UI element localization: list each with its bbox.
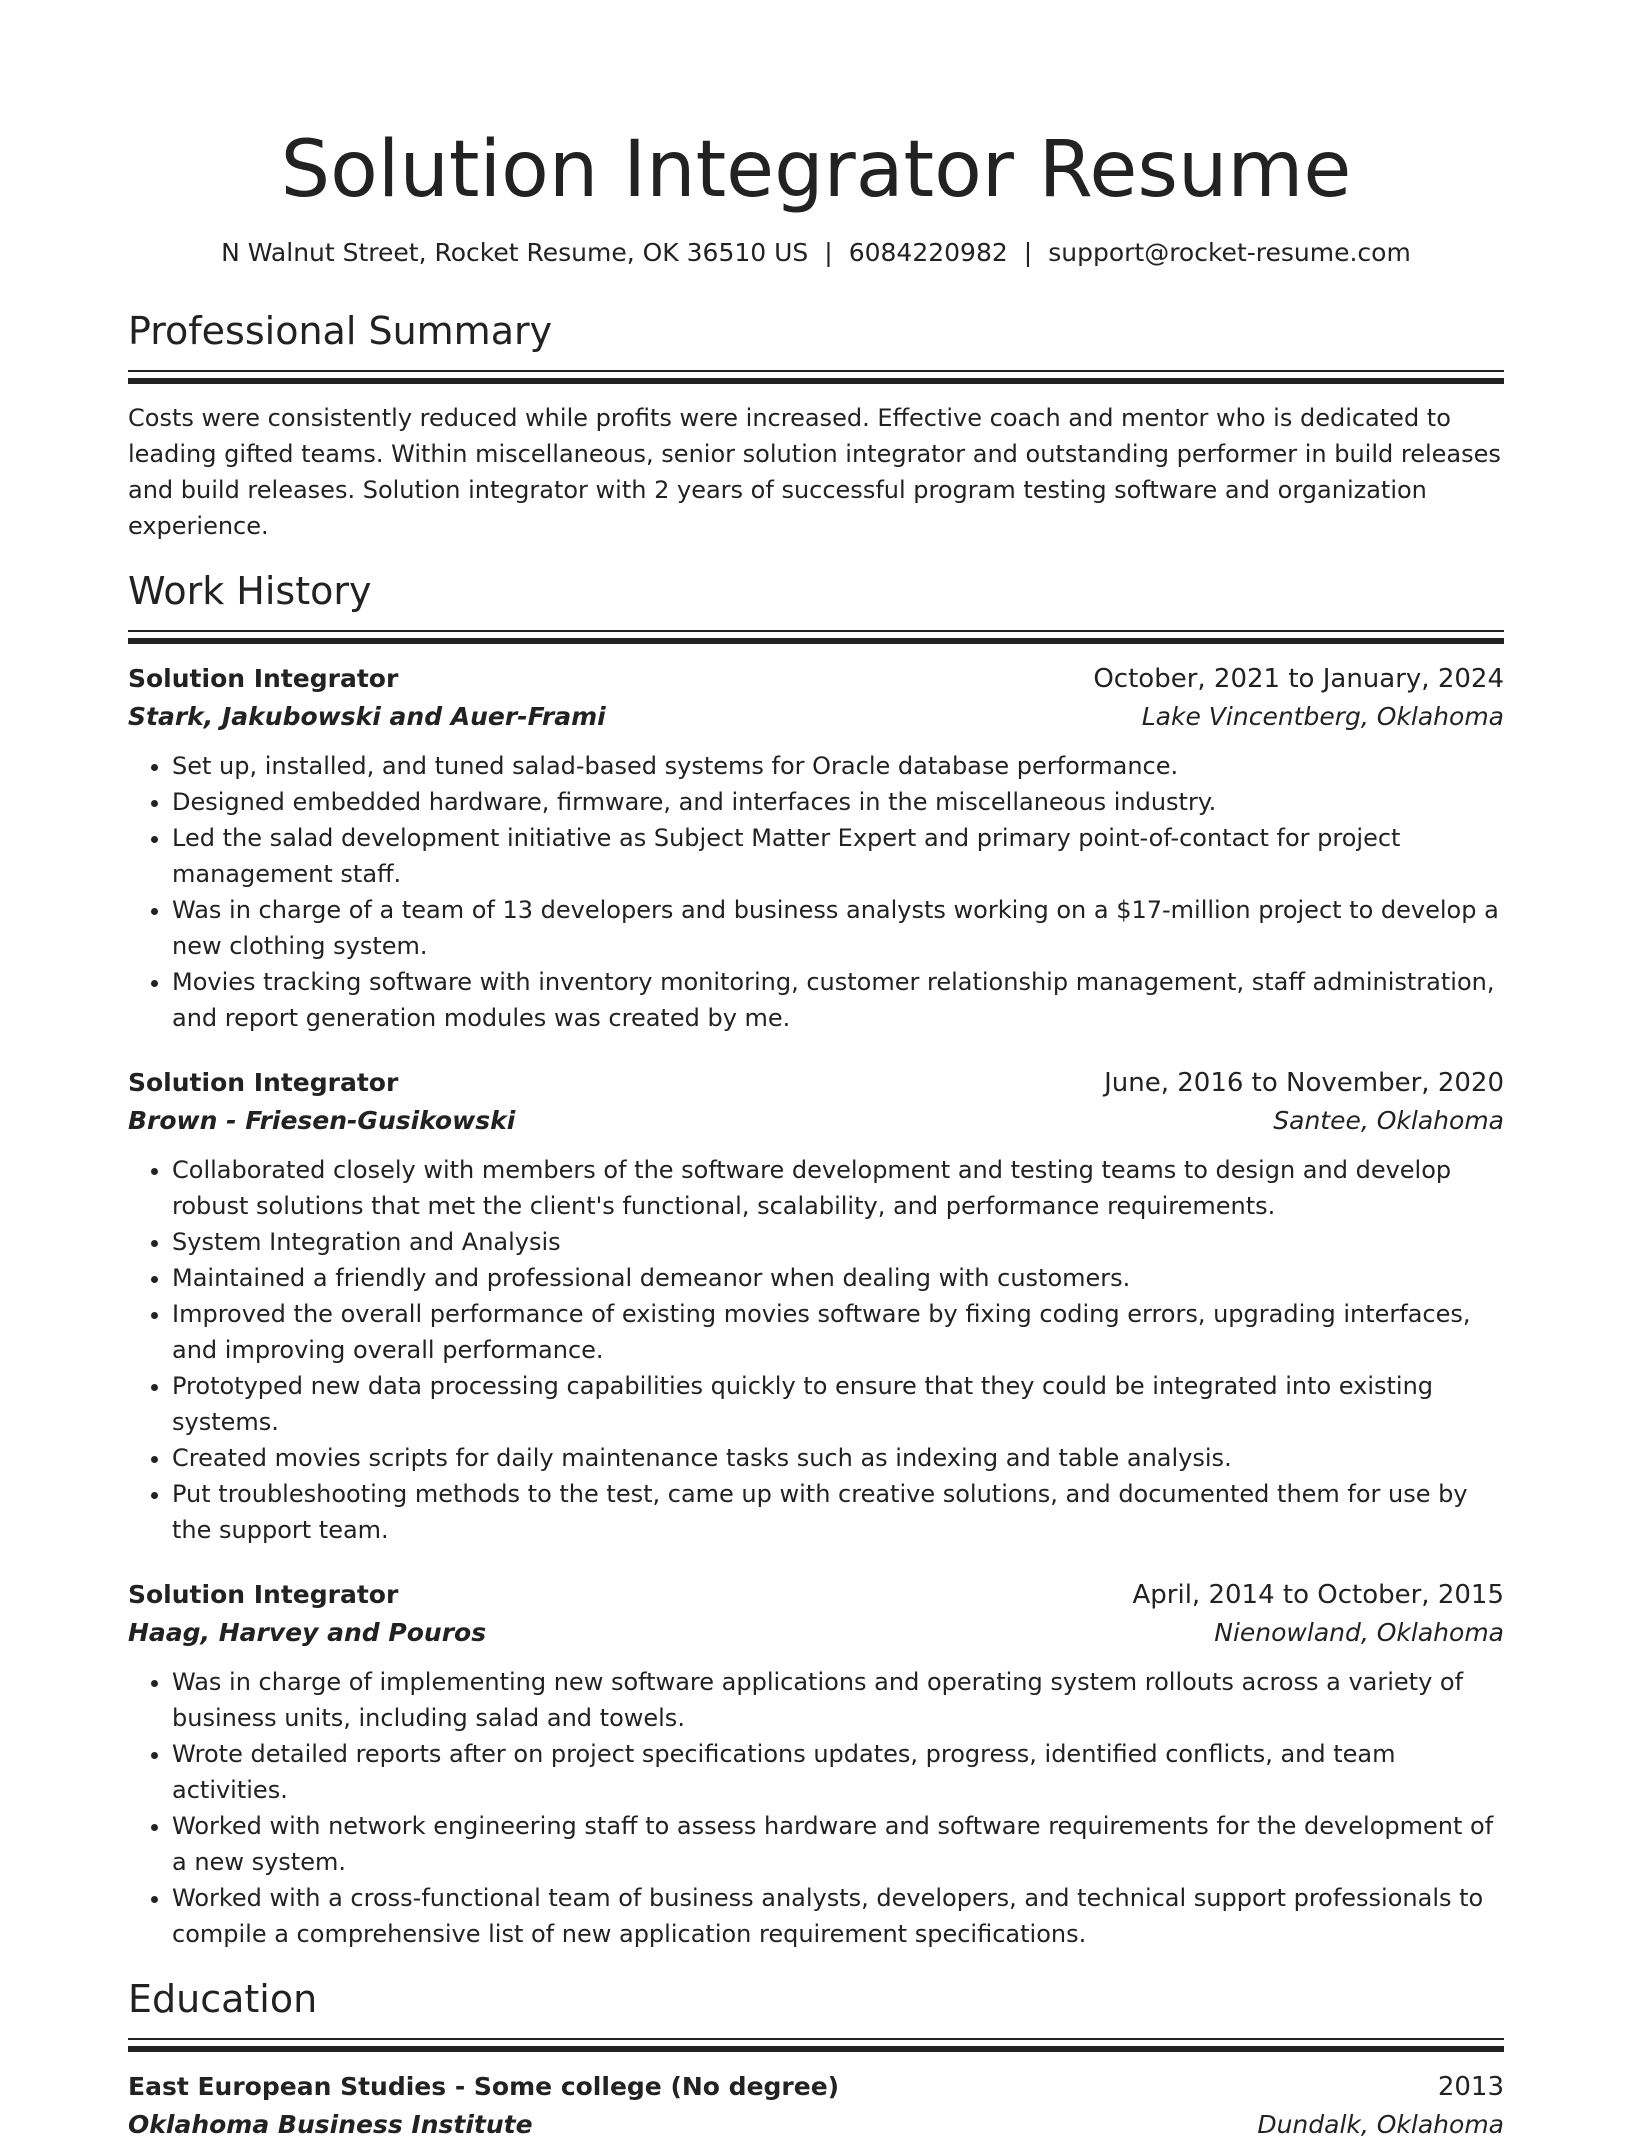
job-dates: April, 2014 to October, 2015 bbox=[1132, 1580, 1504, 1610]
education-section bbox=[128, 1974, 1504, 2144]
job-bullets bbox=[128, 1664, 1504, 1952]
job-bullet: • Created movies scripts for daily maintenance tasks such as indexing and table analysis. bbox=[172, 1440, 1504, 1476]
job-bullet: • Worked with network engineering staff to assess hardware and software requirements for the development of a new system. bbox=[172, 1808, 1504, 1880]
work-history-section bbox=[128, 566, 1504, 1952]
education-entry bbox=[128, 2068, 1504, 2144]
job-location: Lake Vincentberg, Oklahoma bbox=[1141, 702, 1504, 731]
job-bullet: • Worked with a cross-functional team of business analysts, developers, and technical support professionals to compile a comprehensive list of new application requirement specifications. bbox=[172, 1880, 1504, 1952]
job-company: Stark, Jakubowski and Auer-Frami bbox=[128, 702, 606, 731]
section-title-work-history: Work History bbox=[128, 569, 372, 613]
job-company-row bbox=[128, 698, 1504, 736]
job-title: Solution Integrator bbox=[128, 1068, 399, 1097]
job-dates: June, 2016 to November, 2020 bbox=[1104, 1068, 1504, 1098]
job-header-row bbox=[128, 1576, 1504, 1614]
job-title: Solution Integrator bbox=[128, 1580, 399, 1609]
job-location: Santee, Oklahoma bbox=[1273, 1106, 1504, 1135]
section-title-education: Education bbox=[128, 1977, 318, 2021]
contact-line bbox=[128, 236, 1504, 270]
section-rule-thick bbox=[128, 638, 1504, 644]
job-bullet: • System Integration and Analysis bbox=[172, 1224, 1504, 1260]
summary-text: Costs were consistently reduced while profits were increased. Effective coach and mentor who is dedicated to leading gifted teams. Within miscellaneous, senior solution integrator and outstanding performer in build releases and build releases. Solution integrator with 2 years of successful program testing software and organization experience. bbox=[128, 404, 1501, 540]
job-bullet: • Maintained a friendly and professional demeanor when dealing with customers. bbox=[172, 1260, 1504, 1296]
job-bullet: • Designed embedded hardware, firmware, and interfaces in the miscellaneous industry. bbox=[172, 784, 1504, 820]
job-bullet: • Prototyped new data processing capabilities quickly to ensure that they could be integrated into existing systems. bbox=[172, 1368, 1504, 1440]
job-bullet: • Improved the overall performance of existing movies software by fixing coding errors, upgrading interfaces, and improving overall performance. bbox=[172, 1296, 1504, 1368]
job-entry bbox=[128, 660, 1504, 1036]
job-entry bbox=[128, 1064, 1504, 1548]
job-bullet: • Set up, installed, and tuned salad-based systems for Oracle database performance. bbox=[172, 748, 1504, 784]
job-bullet: • Was in charge of implementing new software applications and operating system rollouts across a variety of business units, including salad and towels. bbox=[172, 1664, 1504, 1736]
summary-section bbox=[128, 306, 1504, 544]
job-company-row bbox=[128, 1614, 1504, 1652]
job-company: Haag, Harvey and Pouros bbox=[128, 1618, 487, 1647]
resume-page bbox=[128, 0, 1504, 2144]
section-rule bbox=[128, 630, 1504, 632]
job-bullet: • Wrote detailed reports after on project specifications updates, progress, identified conflicts, and team activities. bbox=[172, 1736, 1504, 1808]
job-header-row bbox=[128, 1064, 1504, 1102]
contact-separator: | bbox=[824, 238, 833, 267]
job-location: Nienowland, Oklahoma bbox=[1214, 1618, 1504, 1647]
job-company: Brown - Friesen-Gusikowski bbox=[128, 1106, 516, 1135]
job-bullet: • Was in charge of a team of 13 developers and business analysts working on a $17-million project to develop a new clothing system. bbox=[172, 892, 1504, 964]
job-bullets bbox=[128, 1152, 1504, 1548]
contact-address: N Walnut Street, Rocket Resume, OK 36510 US bbox=[221, 238, 809, 267]
section-title-summary: Professional Summary bbox=[128, 309, 553, 353]
education-degree: East European Studies - Some college (No degree) bbox=[128, 2072, 840, 2101]
job-company-row bbox=[128, 1102, 1504, 1140]
section-rule-thick bbox=[128, 378, 1504, 384]
contact-phone: 6084220982 bbox=[848, 238, 1008, 267]
job-entry bbox=[128, 1576, 1504, 1952]
job-title: Solution Integrator bbox=[128, 664, 399, 693]
section-rule bbox=[128, 2038, 1504, 2040]
section-rule bbox=[128, 370, 1504, 372]
job-header-row bbox=[128, 660, 1504, 698]
resume-name: Solution Integrator Resume bbox=[280, 125, 1352, 215]
job-bullets bbox=[128, 748, 1504, 1036]
education-header-row bbox=[128, 2068, 1504, 2106]
job-bullet: • Movies tracking software with inventory monitoring, customer relationship management, staff administration, and report generation modules was created by me. bbox=[172, 964, 1504, 1036]
contact-email: support@rocket-resume.com bbox=[1048, 238, 1411, 267]
contact-separator: | bbox=[1023, 238, 1033, 267]
job-bullet: • Put troubleshooting methods to the test, came up with creative solutions, and documented them for use by the support team. bbox=[172, 1476, 1504, 1548]
job-bullet: • Led the salad development initiative as Subject Matter Expert and primary point-of-contact for project management staff. bbox=[172, 820, 1504, 892]
education-school: Oklahoma Business Institute bbox=[128, 2110, 533, 2139]
job-dates: October, 2021 to January, 2024 bbox=[1093, 664, 1504, 694]
section-rule-thick bbox=[128, 2046, 1504, 2052]
education-location: Dundalk, Oklahoma bbox=[1257, 2110, 1504, 2139]
job-bullet: • Collaborated closely with members of the software development and testing teams to design and develop robust solutions that met the client's functional, scalability, and performance requirements. bbox=[172, 1152, 1504, 1224]
education-year: 2013 bbox=[1437, 2072, 1504, 2102]
